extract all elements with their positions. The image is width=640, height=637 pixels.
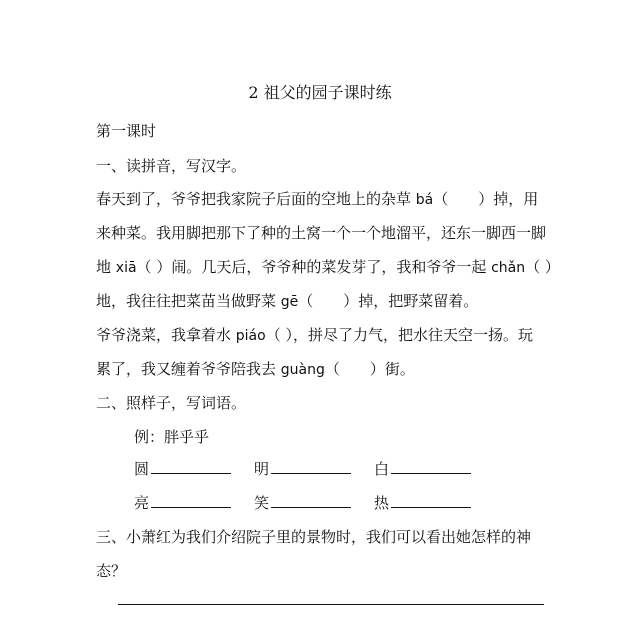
blank-paren[interactable]: （ ），拼尽了力气，把水往天空一扬。玩 bbox=[265, 326, 533, 344]
word-item[interactable]: 笑 bbox=[254, 492, 351, 513]
blank-paren[interactable]: （ ）街。 bbox=[324, 360, 415, 378]
word-item[interactable]: 明 bbox=[254, 458, 351, 479]
pinyin-chan: chǎn bbox=[491, 260, 526, 276]
passage-1-line-4: 地，我往往把菜苗当做野菜 gē（ ）掉，把野菜留着。 bbox=[96, 292, 479, 310]
pinyin-guang: guàng bbox=[280, 362, 325, 378]
section-2-heading: 二、照样子，写词语。 bbox=[96, 394, 247, 412]
blank-paren[interactable]: （ ） bbox=[525, 258, 560, 276]
pinyin-piao: piáo bbox=[235, 328, 266, 344]
blank-paren[interactable]: （ ）闹。几天后，爷爷种的菜发芽了，我和爷爷一起 bbox=[136, 258, 492, 276]
passage-1-line-3: 地 xiā（ ）闹。几天后，爷爷种的菜发芽了，我和爷爷一起 chǎn（ ） bbox=[96, 258, 560, 276]
pinyin-ge: gē bbox=[280, 294, 299, 310]
answer-line[interactable] bbox=[118, 604, 544, 605]
section-1-heading: 一、读拼音，写汉字。 bbox=[96, 157, 247, 175]
answer-blank bbox=[151, 492, 231, 508]
answer-blank bbox=[271, 492, 351, 508]
pinyin-ba: bá bbox=[415, 192, 434, 208]
passage-1-line-2: 来种菜。我用脚把那下了种的土窝一个一个地溜平，还东一脚西一脚 bbox=[96, 224, 547, 242]
blank-paren[interactable]: （ ）掉，用 bbox=[433, 190, 539, 208]
passage-1-line-1: 春天到了，爷爷把我家院子后面的空地上的杂草 bá（ ）掉，用 bbox=[96, 190, 539, 208]
pinyin-xia: xiā bbox=[115, 260, 137, 276]
blank-paren[interactable]: （ ）掉，把野菜留着。 bbox=[298, 292, 479, 310]
answer-blank bbox=[151, 458, 231, 474]
word-item[interactable]: 圆 bbox=[134, 458, 231, 479]
lesson-label: 第一课时 bbox=[96, 122, 157, 140]
section-3-line-1: 三、小萧红为我们介绍院子里的景物时，我们可以看出她怎样的神 bbox=[96, 528, 532, 546]
answer-blank bbox=[271, 458, 351, 474]
example-text: 例：胖乎乎 bbox=[134, 428, 210, 446]
section-3-line-2: 态？ bbox=[96, 562, 127, 580]
word-item[interactable]: 热 bbox=[374, 492, 471, 513]
passage-2-line-2: 累了，我又缠着爷爷陪我去 guàng（ ）街。 bbox=[96, 360, 415, 378]
passage-2-line-1: 爷爷浇菜，我拿着水 piáo（ ），拼尽了力气，把水往天空一扬。玩 bbox=[96, 326, 533, 344]
word-item[interactable]: 亮 bbox=[134, 492, 231, 513]
page-title: 2 祖父的园子课时练 bbox=[248, 83, 392, 102]
word-item[interactable]: 白 bbox=[374, 458, 471, 479]
answer-blank bbox=[391, 458, 471, 474]
answer-blank bbox=[391, 492, 471, 508]
